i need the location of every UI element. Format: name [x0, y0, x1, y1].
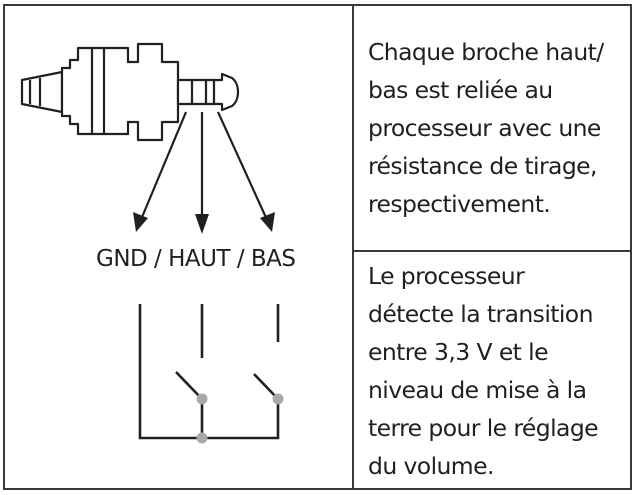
jack-cable-end: [22, 72, 62, 112]
haut-contact-point: [197, 394, 208, 405]
haut-switch-lever: [176, 372, 202, 399]
bas-contact-point: [273, 394, 284, 405]
description-transition: Le processeur détecte la transition entre 3,3 V et le niveau de mise à la terre pour le réglage du volume.: [368, 262, 598, 480]
description-pull-up: Chaque broche haut/ bas est reliée au processeur avec une résistance de tirage, respectivement.: [368, 38, 604, 218]
arrow-bas-line: [218, 112, 268, 222]
switch-circuit: [140, 304, 278, 438]
jack-body: [62, 44, 178, 140]
ground-wire: [140, 304, 278, 438]
arrowhead-gnd: [133, 212, 148, 232]
contact-points: [197, 394, 284, 444]
headphone-jack-plug: [22, 44, 238, 140]
arrowhead-bas: [260, 212, 275, 232]
arrowhead-haut: [195, 214, 209, 234]
ground-junction-point: [197, 433, 208, 444]
signal-labels: GND / HAUT / BAS: [96, 246, 296, 272]
jack-plug-tip: [178, 74, 238, 110]
arrowheads: [133, 212, 275, 234]
